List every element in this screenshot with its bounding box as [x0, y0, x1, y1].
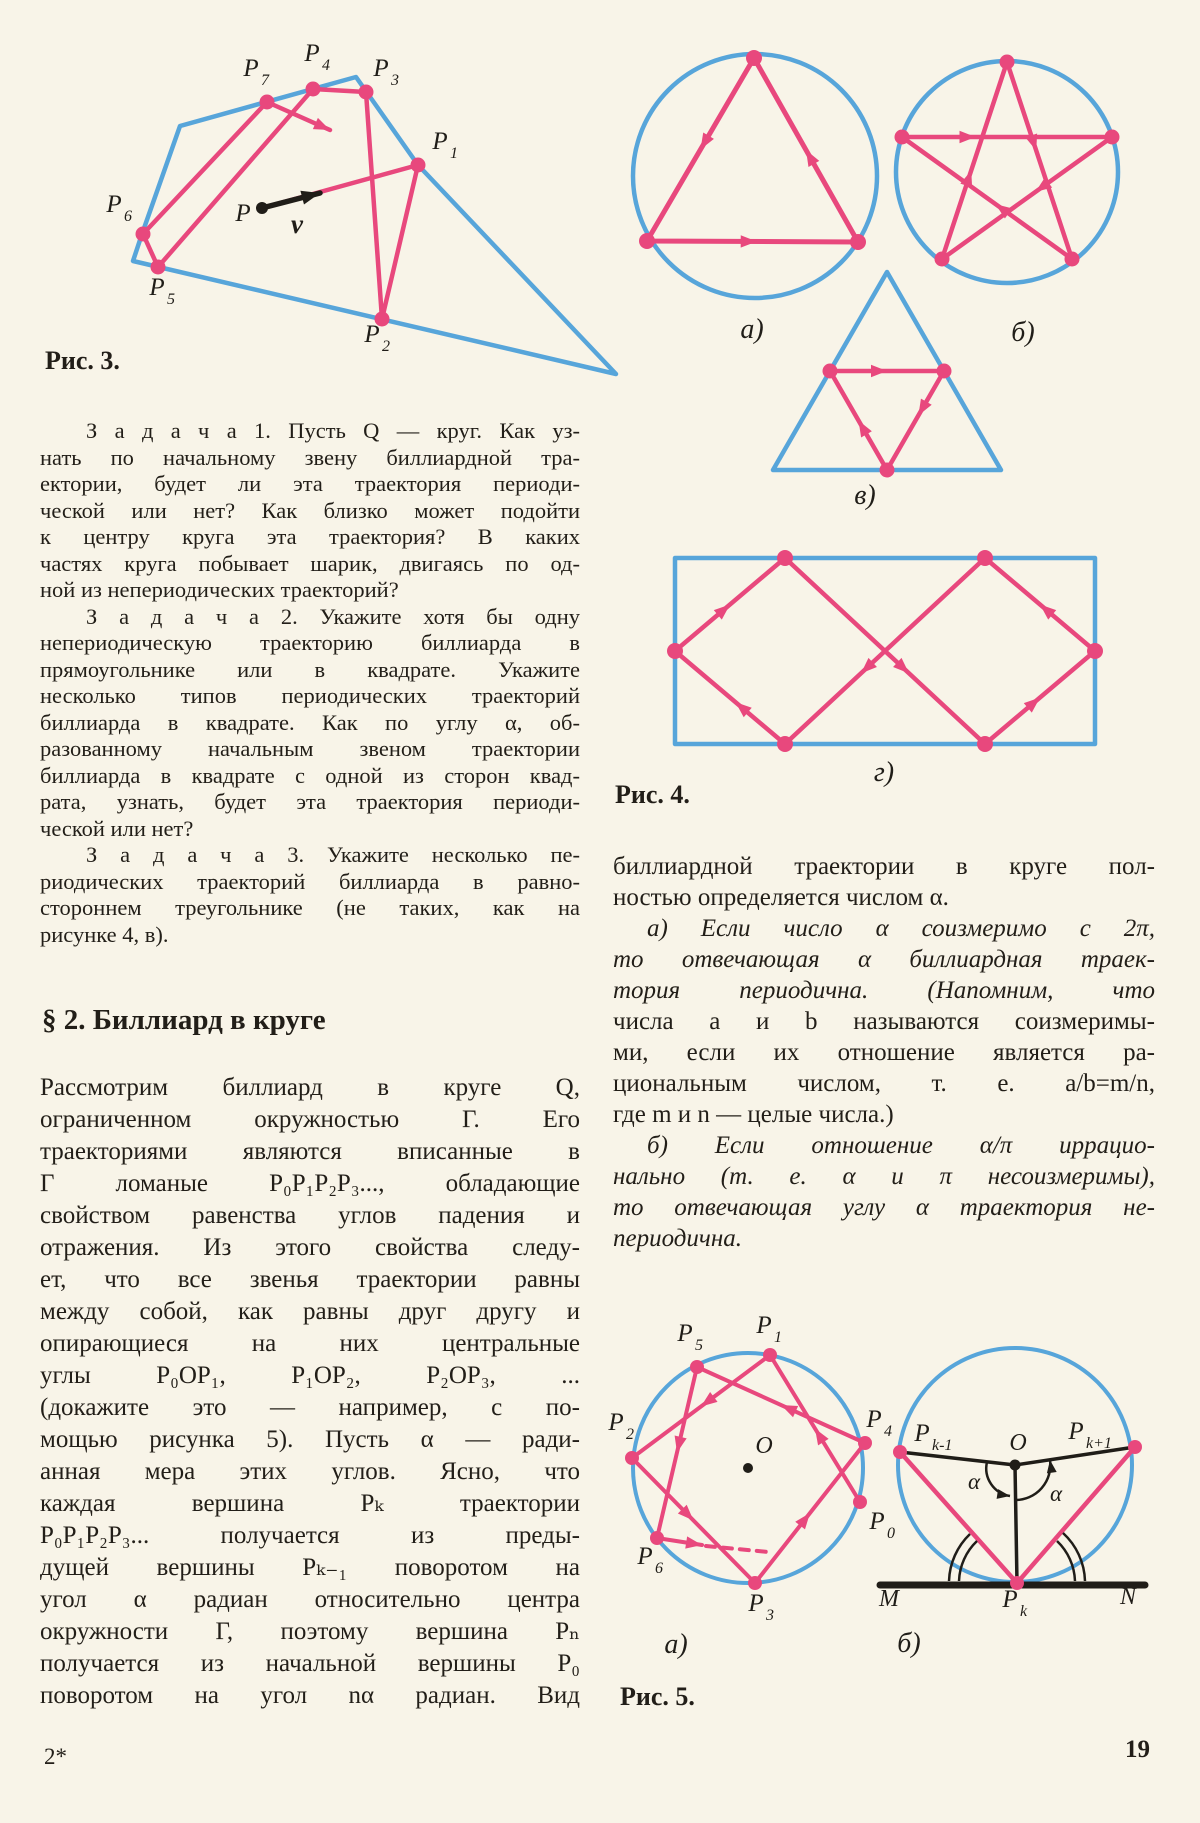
- point-label: P: [106, 191, 122, 218]
- signature-mark: 2*: [44, 1744, 67, 1769]
- section-heading: § 2. Биллиард в круге: [42, 1004, 326, 1036]
- text-line: каждая вершина Pₖ траектории: [40, 1490, 580, 1517]
- point-label: P: [373, 55, 389, 82]
- point-label-subscript: 3: [766, 1607, 774, 1624]
- point-label: P: [869, 1508, 885, 1535]
- point-label: α: [967, 1469, 981, 1494]
- page-number: 19: [1125, 1736, 1150, 1763]
- point-label: P: [1002, 1586, 1018, 1613]
- point-label-subscript: k: [1020, 1603, 1028, 1620]
- bounce-point-dot: [1128, 1440, 1142, 1454]
- text-line: где m и n — целые числа.): [613, 1101, 894, 1128]
- text-line: периодична.: [613, 1225, 742, 1252]
- point-label-subscript: 4: [322, 57, 330, 74]
- bounce-point-dot: [893, 1445, 907, 1459]
- bounce-point-dot: [260, 95, 275, 110]
- text-line: траекториями являются вписанные в: [40, 1138, 580, 1165]
- text-line: биллиардной траектории в круге пол-: [613, 853, 1155, 880]
- bounce-point-dot: [853, 1495, 867, 1509]
- bounce-point-dot: [763, 1348, 777, 1362]
- bounce-point-dot: [850, 234, 866, 250]
- text-line: нально (т. е. α и π несоизмеримы),: [613, 1163, 1155, 1190]
- circle-boundary: [896, 61, 1118, 283]
- text-line: рата, узнать, будет эта траектория периоди-: [40, 789, 580, 814]
- text-line: то отвечающая углу α траектория не-: [613, 1194, 1155, 1221]
- bounce-point-dot: [977, 736, 993, 752]
- bounce-point-dot: [667, 643, 683, 659]
- point-label-subscript: 1: [450, 145, 458, 162]
- point-label: P: [677, 1320, 693, 1347]
- bounce-point-dot: [151, 260, 166, 275]
- text-line: то отвечающая α биллиардная траек-: [613, 946, 1155, 973]
- point-label: N: [1119, 1584, 1137, 1610]
- point-label: P: [608, 1409, 624, 1436]
- point-label: P: [866, 1406, 882, 1433]
- point-label: M: [879, 1586, 899, 1612]
- bounce-point-dot: [880, 463, 895, 478]
- bounce-point-dot: [359, 85, 374, 100]
- text-line: между собой, как равны друг другу и: [40, 1298, 580, 1325]
- point-label: P: [914, 1420, 930, 1447]
- text-line: дущей вершины Pₖ₋₁ поворотом на: [40, 1554, 580, 1581]
- point-label: P: [235, 200, 251, 227]
- point-label: P: [1068, 1418, 1084, 1445]
- point-label: б): [897, 1628, 921, 1659]
- text-line: частях круга побывает шарик, двигаясь по од-: [40, 550, 580, 576]
- text-line: свойством равенства углов падения и: [40, 1202, 580, 1229]
- point-label: O: [755, 1433, 773, 1459]
- text-line: нать по начальному звену биллиардной тра-: [40, 444, 580, 470]
- point-label-subscript: 3: [391, 72, 399, 89]
- segment: [900, 1452, 1017, 1583]
- text-line: б) Если отношение α/π иррацио-: [647, 1132, 1155, 1159]
- point-label: в): [854, 480, 876, 511]
- text-line: риодических траекторий биллиарда в равно-: [40, 868, 580, 894]
- point-label-subscript: 6: [124, 208, 132, 225]
- bounce-point-dot: [1065, 252, 1080, 267]
- figure-4-caption: Рис. 4.: [615, 780, 690, 809]
- bounce-point-dot: [746, 50, 762, 66]
- text-line: ет, что все звенья траектории равны: [40, 1266, 580, 1293]
- bounce-point-dot: [937, 364, 952, 379]
- point-label: б): [1011, 317, 1035, 348]
- arrow-head: [871, 365, 887, 377]
- text-line: ограниченном окружностью Γ. Его: [40, 1106, 580, 1133]
- point-dot: [256, 202, 268, 214]
- point-label: P: [364, 321, 380, 348]
- segment: [1015, 1465, 1017, 1583]
- arrow-head: [741, 235, 757, 247]
- point-label-subscript: 6: [655, 1560, 663, 1577]
- text-line: несколько типов периодических траекторий: [40, 683, 580, 708]
- point-label: P: [149, 274, 165, 301]
- text-line: (докажите это — например, с по-: [40, 1394, 580, 1421]
- bounce-point-dot: [639, 233, 655, 249]
- text-line: биллиарда в квадрате с одной из сторон квад-: [40, 762, 580, 788]
- text-line: тория периодична. (Напомним, что: [613, 977, 1155, 1004]
- text-line: ми, если их отношение является ра-: [613, 1039, 1155, 1066]
- text-line: а) Если число α соизмеримо с 2π,: [647, 915, 1155, 942]
- problems-text-block: [40, 418, 580, 948]
- text-line: прямоугольнике или в квадрате. Укажите: [40, 656, 580, 682]
- figure-4-drawing: [560, 20, 1200, 812]
- text-line: P₀P₁P₂P₃... получается из преды-: [40, 1522, 580, 1549]
- right-column-paragraph: [613, 851, 1155, 1254]
- text-line: З а д а ч а 3. Укажите несколько пе-: [86, 842, 580, 867]
- bounce-point-dot: [823, 364, 838, 379]
- bounce-point-dot: [625, 1451, 639, 1465]
- text-line: разованному начальным звеном траектории: [40, 736, 580, 761]
- text-line: угол α радиан относительно центра: [40, 1586, 580, 1613]
- point-label: а): [664, 1629, 688, 1660]
- section-2-paragraph: [40, 1072, 580, 1712]
- text-line: анная мера этих углов. Ясно, что: [40, 1458, 580, 1485]
- point-label: P: [432, 128, 448, 155]
- billiard-trajectory: [675, 558, 1095, 744]
- bounce-point-dot: [748, 1576, 762, 1590]
- text-line: получается из начальной вершины P₀: [40, 1650, 580, 1677]
- segment: [1015, 1447, 1135, 1465]
- point-label-subscript: 2: [626, 1426, 634, 1443]
- text-line: к центру круга эта траектория? В каких: [40, 524, 580, 549]
- segment: [706, 1546, 768, 1552]
- bounce-point-dot: [1000, 55, 1015, 70]
- text-line: ной из непериодических траекторий?: [40, 577, 399, 602]
- point-label: α: [1049, 1481, 1063, 1506]
- text-line: биллиарда в квадрате. Как по углу α, об-: [40, 709, 580, 735]
- point-label: P: [243, 55, 259, 82]
- text-line: циональным числом, т. е. a/b=m/n,: [613, 1070, 1155, 1097]
- bounce-point-dot: [136, 227, 151, 242]
- text-line: З а д а ч а 1. Пусть Q — круг. Как уз-: [86, 418, 580, 443]
- point-label-subscript: 0: [887, 1525, 895, 1542]
- bounce-point-dot: [306, 82, 321, 97]
- bounce-point-dot: [895, 130, 910, 145]
- bounce-point-dot: [935, 252, 950, 267]
- point-label-subscript: 5: [167, 291, 175, 308]
- point-label-subscript: 7: [261, 72, 269, 89]
- text-line: опирающиеся на них центральные: [40, 1330, 580, 1357]
- text-line: поворотом на угол nα радиан. Вид: [40, 1682, 580, 1709]
- text-line: ческой или нет?: [40, 815, 194, 841]
- bounce-point-dot: [690, 1360, 704, 1374]
- point-dot: [743, 1463, 753, 1473]
- bounce-point-dot: [411, 158, 426, 173]
- bounce-point-dot: [1105, 130, 1120, 145]
- figure-5-caption: Рис. 5.: [620, 1682, 695, 1711]
- text-line: непериодическую траекторию биллиарда в: [40, 630, 580, 655]
- text-line: ческой или нет? Как близко может подойти: [40, 497, 580, 523]
- figure-3-caption: Рис. 3.: [45, 346, 120, 375]
- point-label: v: [291, 209, 303, 239]
- point-label: P: [637, 1543, 653, 1570]
- point-label: P: [756, 1312, 772, 1339]
- billiard-trajectory: [647, 58, 858, 242]
- point-label: O: [1009, 1430, 1027, 1456]
- circle-boundary: [633, 54, 877, 298]
- point-label: P: [304, 40, 320, 67]
- text-line: рисунке 4, в).: [40, 921, 169, 947]
- text-line: углы P₀OP₁, P₁OP₂, P₂OP₃, ...: [40, 1362, 580, 1389]
- arrow-head: [313, 118, 333, 136]
- arrow-head: [778, 1399, 798, 1417]
- arrow-head: [960, 131, 976, 143]
- text-line: ностью определяется числом α.: [613, 884, 949, 911]
- text-line: Рассмотрим биллиард в круге Q,: [40, 1074, 580, 1101]
- figure-5-drawing: [560, 1290, 1200, 1720]
- text-line: отражения. Из этого свойства следу-: [40, 1234, 580, 1261]
- bounce-point-dot: [777, 550, 793, 566]
- point-label-subscript: k-1: [932, 1437, 953, 1454]
- point-label-subscript: 4: [884, 1423, 892, 1440]
- bounce-point-dot: [777, 736, 793, 752]
- point-label-subscript: 5: [695, 1337, 703, 1354]
- point-label-subscript: k+1: [1086, 1435, 1112, 1452]
- text-line: мощью рисунка 5). Пусть α — ради-: [40, 1426, 580, 1453]
- billiard-trajectory: [830, 371, 944, 470]
- text-line: числа a и b называются соизмеримы-: [613, 1008, 1155, 1035]
- point-label: а): [740, 314, 764, 345]
- text-line: З а д а ч а 2. Укажите хотя бы одну: [86, 603, 580, 629]
- text-line: стороннем треугольнике (не таких, как на: [40, 895, 580, 920]
- bounce-point-dot: [1087, 643, 1103, 659]
- bounce-point-dot: [858, 1436, 872, 1450]
- text-line: окружности Γ, поэтому вершина Pₙ: [40, 1618, 580, 1645]
- bounce-point-dot: [977, 550, 993, 566]
- point-label: P: [748, 1590, 764, 1617]
- point-label-subscript: 1: [774, 1329, 782, 1346]
- text-line: ектории, будет ли эта траектория периоди-: [40, 471, 580, 496]
- point-dot: [1010, 1460, 1021, 1471]
- point-label-subscript: 2: [382, 338, 390, 355]
- point-label: г): [873, 757, 895, 788]
- segment: [900, 1452, 1015, 1465]
- text-line: Γ ломаные P₀P₁P₂P₃..., обладающие: [40, 1170, 580, 1197]
